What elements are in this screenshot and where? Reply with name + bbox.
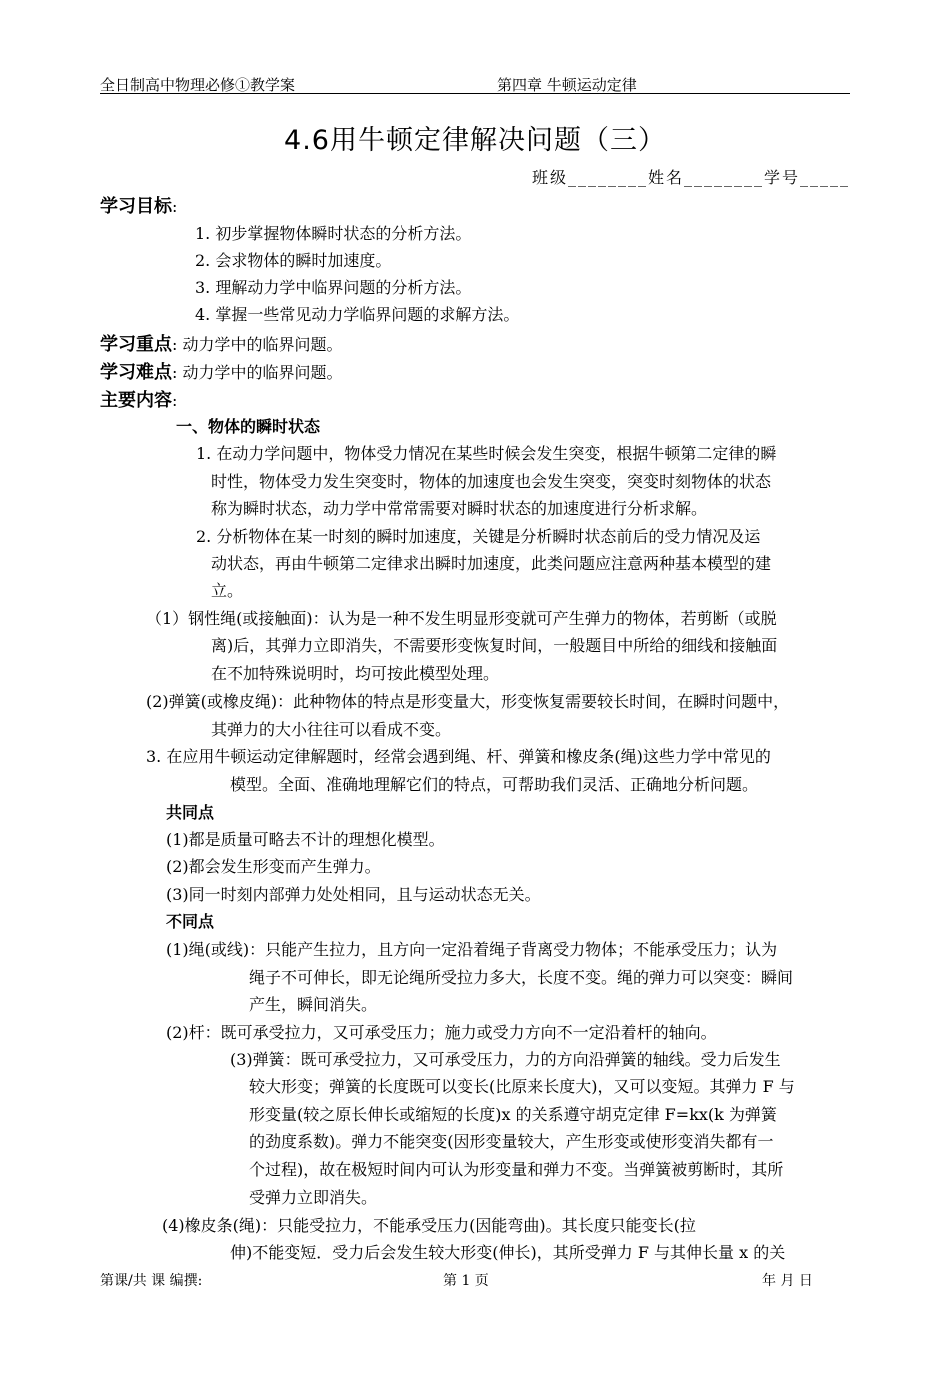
difficulty-label: 学习难点 <box>100 362 172 383</box>
footer-page: 第 1 页 <box>443 1273 489 1289</box>
rope-line: 产生，瞬间消失。 <box>249 995 378 1014</box>
rubber-line: (4)橡皮条(绳)：只能受拉力，不能承受压力(因能弯曲)。其长度只能变长(拉 <box>162 1216 696 1235</box>
main-content-colon: : <box>172 391 178 410</box>
rubber-line: 伸)不能变短．受力后会发生较大形变(伸长)，其所受弹力 F 与其伸长量 x 的关 <box>230 1243 786 1262</box>
objectives-label: 学习目标 <box>100 196 172 217</box>
rope-line: 绳子不可伸长，即无论绳所受拉力多大，长度不变。绳的弹力可以突变：瞬间 <box>249 968 794 987</box>
objectives-colon: : <box>172 197 178 216</box>
objective-item: 1. 初步掌握物体瞬时状态的分析方法。 <box>195 224 472 243</box>
para3-line: 3. 在应用牛顿运动定律解题时，经常会遇到绳、杆、弹簧和橡皮条(绳)这些力学中常见的 <box>146 747 771 766</box>
para2-line: 2. 分析物体在某一时刻的瞬时加速度，关键是分析瞬时状态前后的受力情况及运 <box>196 527 761 546</box>
header-rule <box>100 93 850 94</box>
spring-line: 形变量(较之原长伸长或缩短的长度)x 的关系遵守胡克定律 F=kx(k 为弹簧 <box>249 1105 777 1124</box>
para2-line: 动状态，再由牛顿第二定律求出瞬时加速度，此类问题应注意两种基本模型的建 <box>211 554 772 573</box>
common-item: (1)都是质量可略去不计的理想化模型。 <box>166 830 445 849</box>
header-left: 全日制高中物理必修①教学案 <box>100 76 296 94</box>
spring-line: 个过程)，故在极短时间内可认为形变量和弹力不变。当弹簧被剪断时，其所 <box>249 1160 784 1179</box>
main-content-label: 主要内容 <box>100 390 172 411</box>
student-info: 班级________姓名________学号_____ <box>531 168 850 187</box>
para2-line: 立。 <box>211 581 244 600</box>
common-heading: 共同点 <box>166 803 215 822</box>
para3-line: 模型。全面、准确地理解它们的特点，可帮助我们灵活、正确地分析问题。 <box>230 775 759 794</box>
objective-item: 4. 掌握一些常见动力学临界问题的求解方法。 <box>195 305 520 324</box>
objective-item: 3. 理解动力学中临界问题的分析方法。 <box>195 278 472 297</box>
section-heading: 一、物体的瞬时状态 <box>176 417 321 436</box>
rope-line: (1)绳(或线)：只能产生拉力，且方向一定沿着绳子背离受力物体；不能承受压力；认为 <box>166 940 778 959</box>
objective-item: 2. 会求物体的瞬时加速度。 <box>195 251 392 270</box>
model1-line: 在不加特殊说明时，均可按此模型处理。 <box>211 664 500 683</box>
spring-line: 较大形变；弹簧的长度既可以变长(比原来长度大)，又可以变短。其弹力 F 与 <box>249 1077 795 1096</box>
rod-line: (2)杆：既可承受拉力，又可承受压力；施力或受力方向不一定沿着杆的轴向。 <box>166 1023 717 1042</box>
model2-line: 其弹力的大小往往可以看成不变。 <box>211 720 452 739</box>
spring-line: 受弹力立即消失。 <box>249 1188 378 1207</box>
page-title: 4.6用牛顿定律解决问题（三） <box>284 125 666 156</box>
model1-line: 离)后，其弹力立即消失，不需要形变恢复时间，一般题目中所给的细线和接触面 <box>211 636 778 655</box>
para1-line: 时性，物体受力发生突变时，物体的加速度也会发生突变，突变时刻物体的状态 <box>211 472 772 491</box>
para1-line: 称为瞬时状态，动力学中常常需要对瞬时状态的加速度进行分析求解。 <box>211 499 708 518</box>
key-point-text: : 动力学中的临界问题。 <box>172 335 343 354</box>
spring-line: 的劲度系数)。弹力不能突变(因形变量较大，产生形变或使形变消失都有一 <box>249 1132 774 1151</box>
key-point-label: 学习重点 <box>100 334 172 355</box>
differences-heading: 不同点 <box>166 912 215 931</box>
spring-line: (3)弹簧：既可承受拉力，又可承受压力，力的方向沿弹簧的轴线。受力后发生 <box>230 1050 781 1069</box>
header-center: 第四章 牛顿运动定律 <box>497 76 637 94</box>
model1-line: （1）钢性绳(或接触面)：认为是一种不发生明显形变就可产生弹力的物体，若剪断（或脱 <box>146 609 777 628</box>
para1-line: 1. 在动力学问题中，物体受力情况在某些时候会发生突变，根据牛顿第二定律的瞬 <box>196 444 777 463</box>
difficulty-text: : 动力学中的临界问题。 <box>172 363 343 382</box>
key-point <box>100 330 342 356</box>
main-content <box>100 386 177 412</box>
footer-left: 第课/共 课 编撰: <box>100 1273 203 1289</box>
objectives-heading <box>100 192 177 218</box>
common-item: (3)同一时刻内部弹力处处相同，且与运动状态无关。 <box>166 885 541 904</box>
common-item: (2)都会发生形变而产生弹力。 <box>166 857 381 876</box>
difficulty <box>100 358 342 384</box>
footer-date: 年 月 日 <box>762 1273 813 1289</box>
model2-line: (2)弹簧(或橡皮绳)：此种物体的特点是形变量大，形变恢复需要较长时间，在瞬时问题中， <box>146 692 790 711</box>
